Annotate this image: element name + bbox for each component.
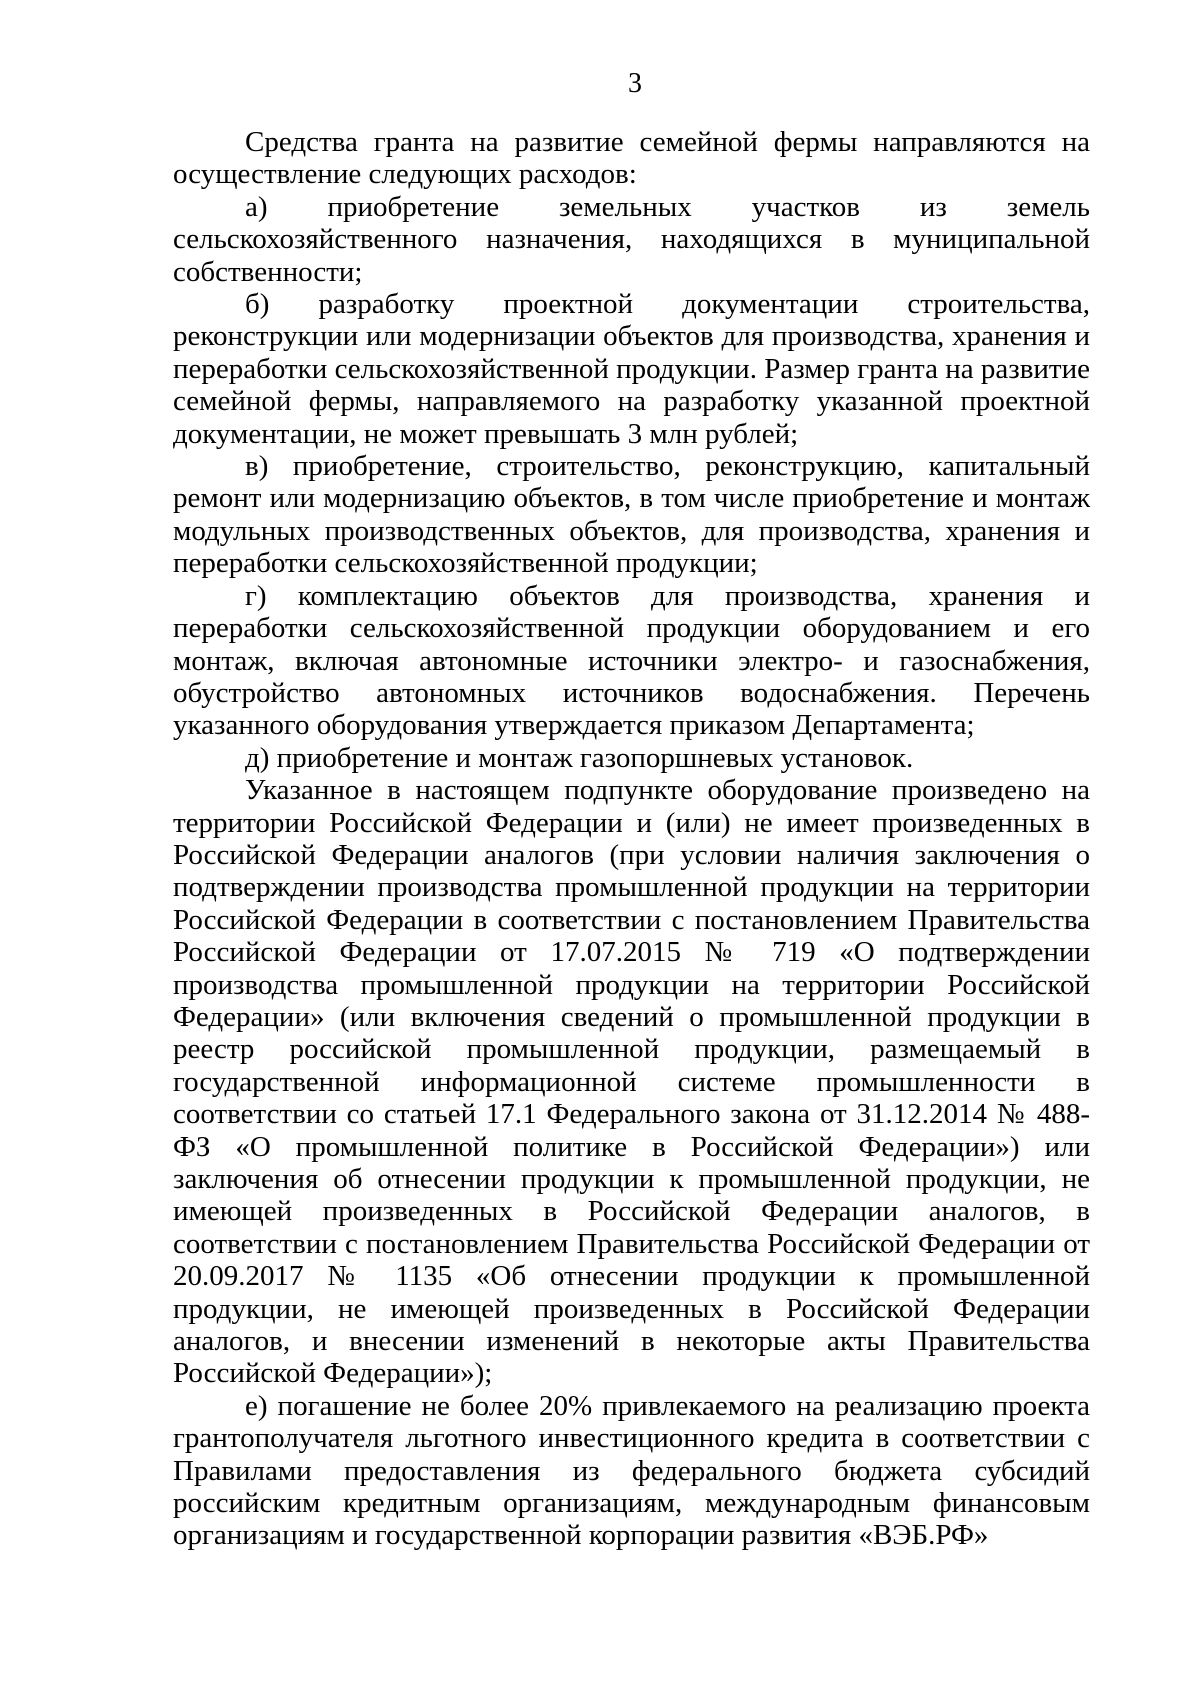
paragraph-equipment-origin: Указанное в настоящем подпункте оборудование произведено на территории Российской Федерации и (или) не имеет произведенных в Российской Федерации аналогов (при условии наличия заключения о подтверждении производства промышленной продукции на территории Российской Федерации в соответствии с постановлением Правительства Российской Федерации от 17.07.2015 № 719 «О подтверждении производства промышленной продукции на территории Российской Федерации» (или включения сведений о промышленной продукции в реестр российской промышленной продукции, размещаемый в государственной информационной системе промышленности в соответствии со статьей 17.1 Федерального закона от 31.12.2014 № 488-ФЗ «О промышленной политике в Российской Федерации») или заключения об отнесении продукции к промышленной продукции, не имеющей произведенных в Российской Федерации аналогов, в соответствии с постановлением Правительства Российской Федерации от 20.09.2017 № 1135 «Об отнесении продукции к промышленной продукции, не имеющей произведенных в Российской Федерации аналогов, и внесении изменений в некоторые акты Правительства Российской Федерации»); xyxy=(173,774,1090,1390)
paragraph-item-v: в) приобретение, строительство, реконструкцию, капитальный ремонт или модернизацию объектов, в том числе приобретение и монтаж модульных производственных объектов, для производства, хранения и переработки сельскохозяйственной продукции; xyxy=(173,450,1090,580)
paragraph-intro: Средства гранта на развитие семейной фермы направляются на осуществление следующих расходов: xyxy=(173,126,1090,191)
page-number: 3 xyxy=(628,68,642,99)
document-body xyxy=(173,126,1090,1552)
paragraph-item-a: а) приобретение земельных участков из земель сельскохозяйственного назначения, находящихся в муниципальной собственности; xyxy=(173,190,1090,288)
paragraph-item-g: г) комплектацию объектов для производства, хранения и переработки сельскохозяйственной продукции оборудованием и его монтаж, включая автономные источники электро- и газоснабжения, обустройство автономных источников водоснабжения. Перечень указанного оборудования утверждается приказом Департамента; xyxy=(173,579,1090,742)
paragraph-item-d: д) приобретение и монтаж газопоршневых установок. xyxy=(245,741,914,774)
paragraph-item-b: б) разработку проектной документации строительства, реконструкции или модернизации объектов для производства, хранения и переработки сельскохозяйственной продукции. Размер гранта на развитие семейной фермы, направляемого на разработку указанной проектной документации, не может превышать 3 млн рублей; xyxy=(173,288,1090,450)
paragraph-item-e: е) погашение не более 20% привлекаемого на реализацию проекта грантополучателя льготного инвестиционного кредита в соответствии с Правилами предоставления из федерального бюджета субсидий российским кредитным организациям, международным финансовым организациям и государственной корпорации развития «ВЭБ.РФ» xyxy=(173,1389,1090,1552)
